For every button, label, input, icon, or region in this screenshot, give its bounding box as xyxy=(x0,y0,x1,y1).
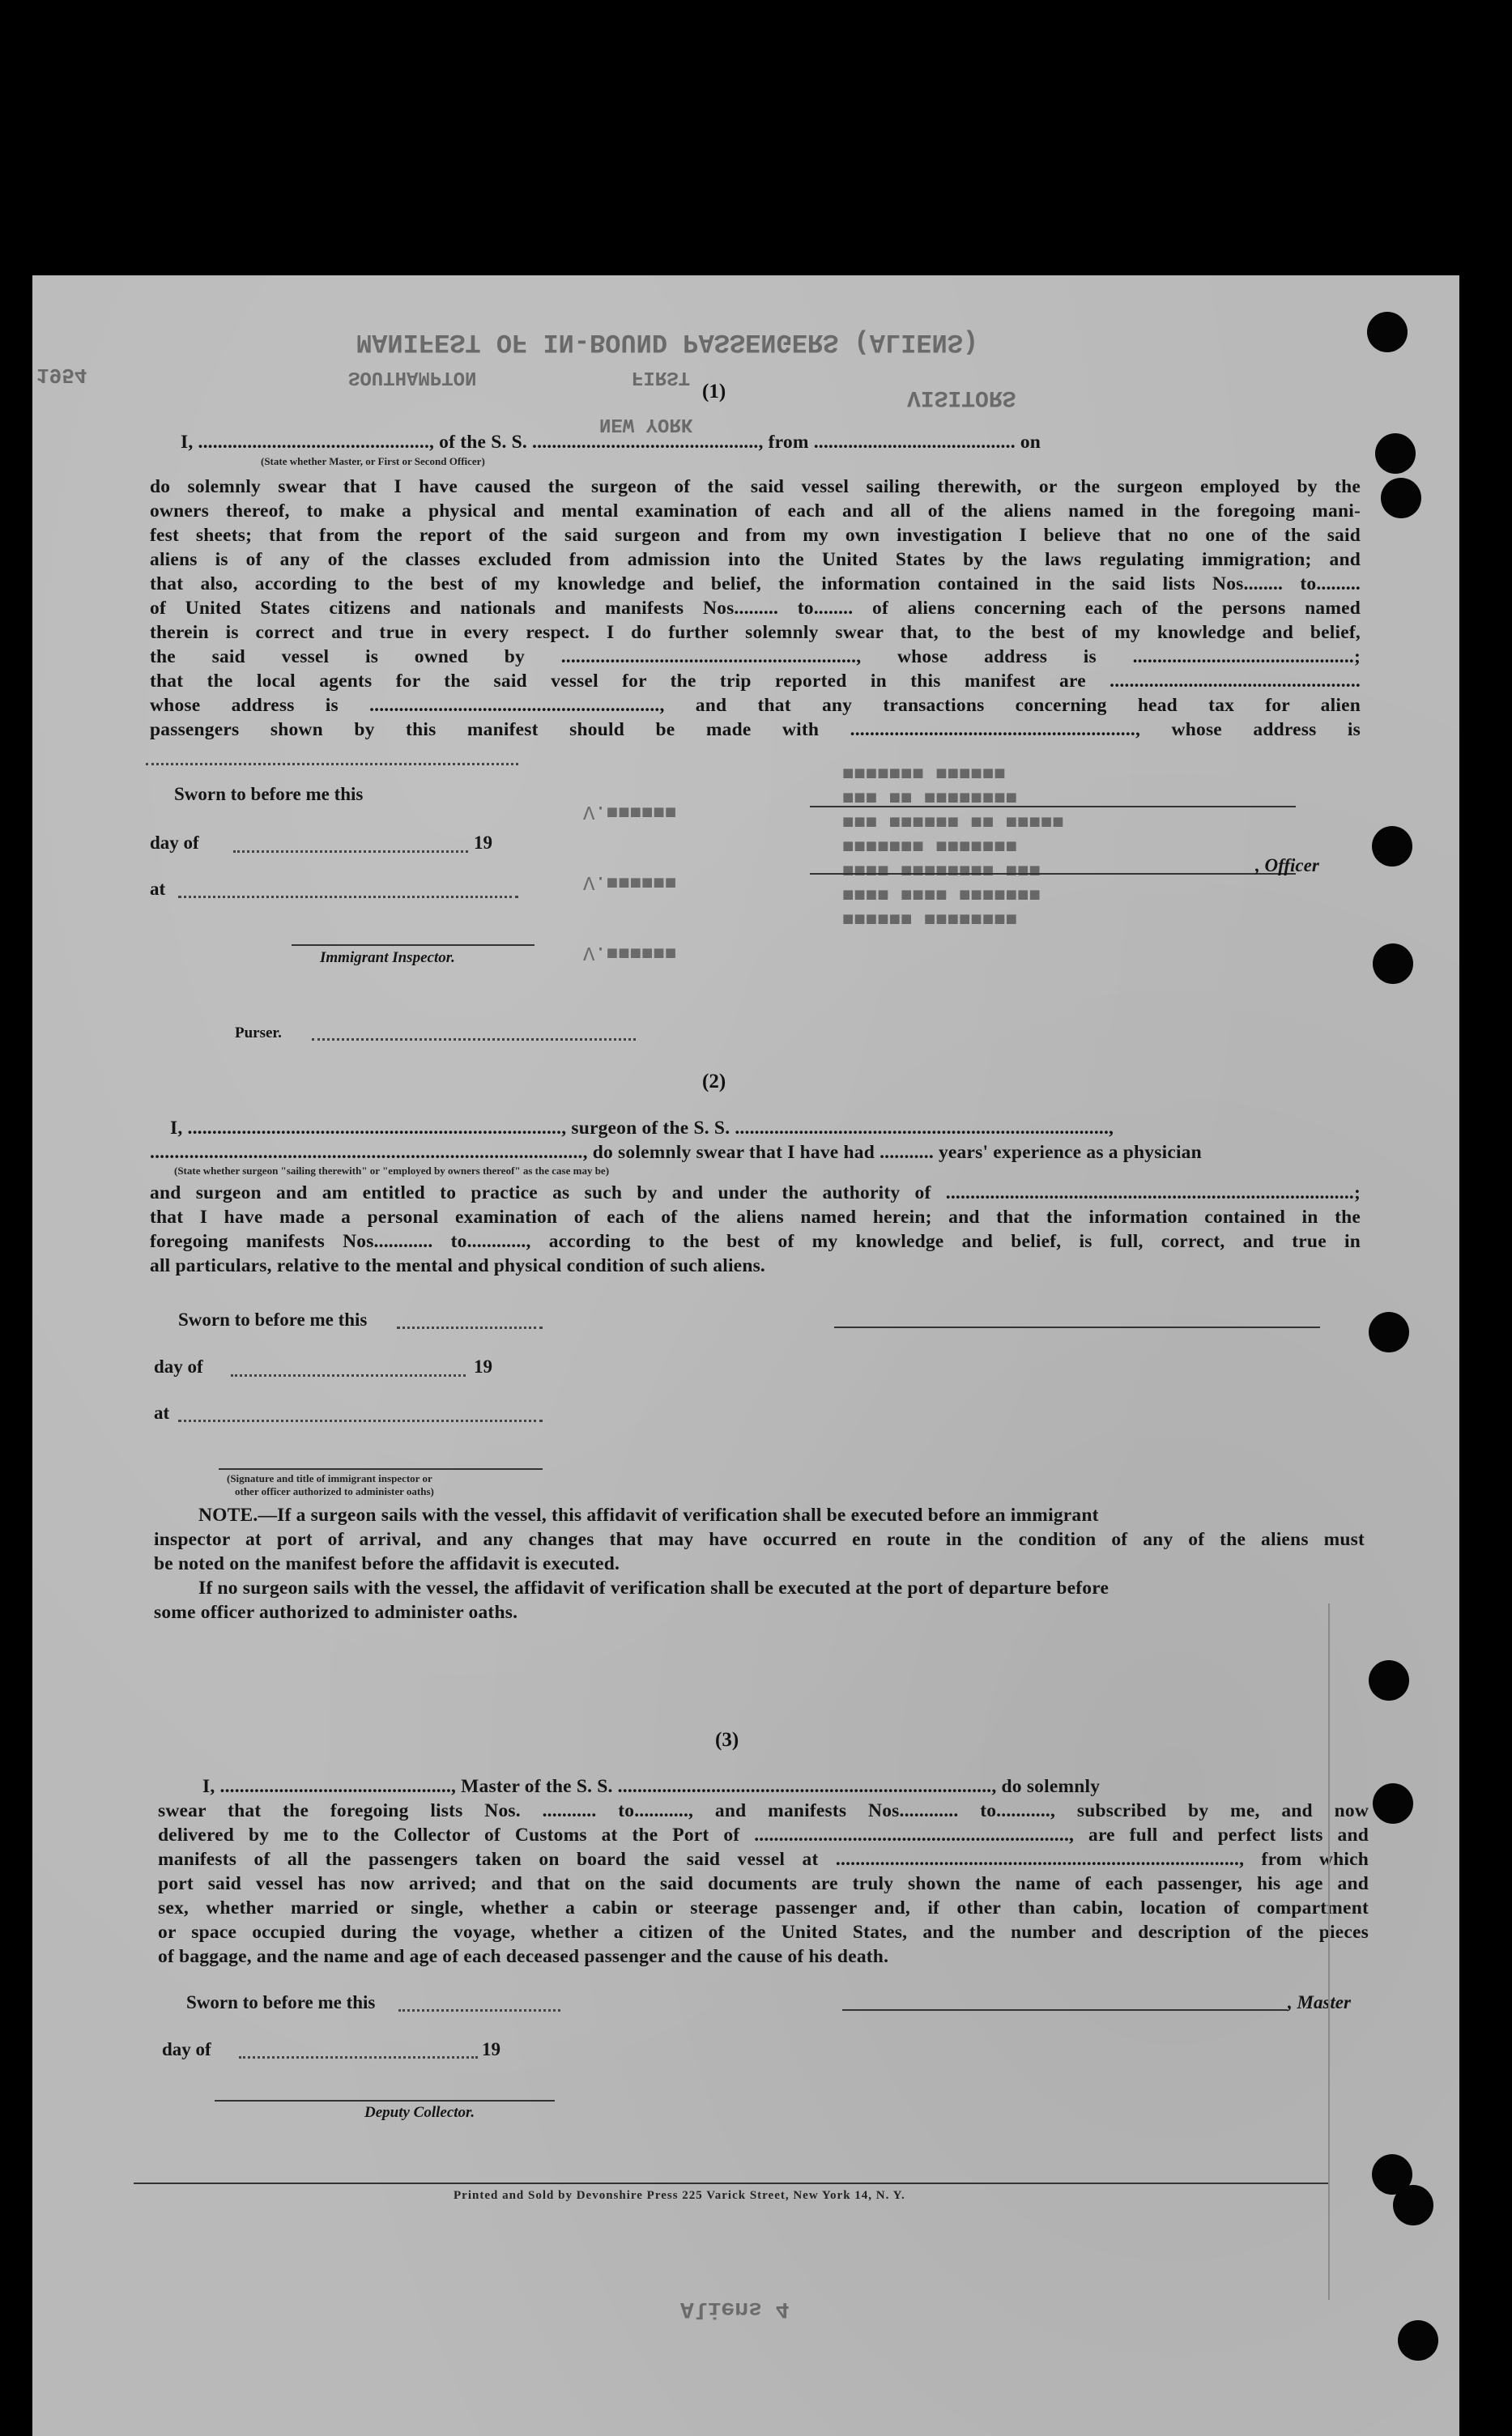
section-1-line: do solemnly swear that I have caused the surgeon of the said vessel sailing therewith, or the surgeon employed by the xyxy=(150,476,1361,497)
signature-note: other officer authorized to administer oaths) xyxy=(235,1485,434,1497)
date-field-line xyxy=(239,2056,478,2059)
inspector-label: Immigrant Inspector. xyxy=(320,949,455,966)
section-3-line: sex, whether married or single, whether a cabin or steerage passenger and, if other than cabin, location of compartment xyxy=(158,1897,1369,1919)
purser-line xyxy=(312,1038,636,1041)
year-label: 19 xyxy=(474,833,492,853)
at-label: at xyxy=(150,879,166,899)
sworn-label: Sworn to before me this xyxy=(178,1310,368,1330)
section-1-line: therein is correct and true in every respect. I do further solemnly swear that, to the best of my knowledge and belief, xyxy=(150,622,1361,643)
section-1-line: that also, according to the best of my knowledge and belief, the information contained in the said lists Nos........ to......... xyxy=(150,573,1361,594)
document-page xyxy=(32,275,1459,2436)
inspector-signature-line xyxy=(219,1468,543,1470)
bleed-through-year: 1954 xyxy=(36,363,87,387)
note-line: be noted on the manifest before the affidavit is executed. xyxy=(154,1553,620,1574)
officer-line-upper xyxy=(810,806,1296,807)
punch-hole xyxy=(1398,2320,1438,2361)
section-3-number: (3) xyxy=(715,1729,739,1751)
punch-hole xyxy=(1372,826,1412,867)
day-of-label: day of xyxy=(162,2039,211,2059)
section-2-number: (2) xyxy=(702,1071,726,1092)
section-2-line: all particulars, relative to the mental and physical condition of such aliens. xyxy=(150,1255,766,1276)
bleed-through-new-york: NEW YORK xyxy=(599,413,693,435)
day-of-label: day of xyxy=(150,833,199,853)
punch-hole xyxy=(1375,433,1416,474)
form-border xyxy=(1328,1603,1330,2300)
at-label: at xyxy=(154,1403,170,1423)
bleed-through-bottom: Aliens 4 xyxy=(680,2296,790,2321)
section-1-line: the said vessel is owned by ............................................................, whose address is .............................................; xyxy=(150,646,1361,667)
note-line: inspector at port of arrival, and any changes that may have occurred en route in the condition of any of the aliens must xyxy=(154,1529,1365,1550)
section-3-line: swear that the foregoing lists Nos. ........... to..........., and manifests Nos............ to..........., subscribed by me, and now xyxy=(158,1800,1369,1821)
bleed-code: V.■■■■■■ xyxy=(583,941,677,963)
bleed-typed-block: ■■■■■■ ■■■■■■■■ ■■■■ ■■■■ ■■■■■■■ ■■■■ ■■■■■■■■ ■■■ ■■■■■■■ ■■■■■■■ ■■■ ■■■■■■ ■■ ■■■■■ ■■■ ■■ ■■■■■■■■ ■■■■■■■ ■■■■■■ xyxy=(842,761,1064,929)
section-1-line: owners thereof, to make a physical and mental examination of each and all of the aliens named in the foregoing mani- xyxy=(150,500,1361,522)
section-2-line: foregoing manifests Nos............ to............, according to the best of my knowledge and belief, is full, correct, and true in xyxy=(150,1231,1361,1252)
bleed-through-southampton: SOUTHAMPTON xyxy=(348,366,477,388)
inspector-signature-line xyxy=(292,944,535,946)
section-3-line: of baggage, and the name and age of each deceased passenger and the cause of his death. xyxy=(158,1946,889,1967)
sworn-label: Sworn to before me this xyxy=(174,784,364,804)
section-2-line: and surgeon and am entitled to practice as such by and under the authority of ...................................................................................; xyxy=(150,1182,1361,1203)
bleed-through-first: FIRST xyxy=(632,366,691,388)
punch-hole xyxy=(1369,1312,1409,1352)
section-1-number: (1) xyxy=(702,381,726,402)
surgeon-signature-line xyxy=(834,1327,1320,1328)
section-3-line: delivered by me to the Collector of Customs at the Port of ................................................................, are full and perfect lists and xyxy=(158,1825,1369,1846)
bleed-through-visitors: VISITORS xyxy=(907,385,1016,410)
punch-hole xyxy=(1381,478,1421,518)
collector-label: Deputy Collector. xyxy=(364,2104,475,2121)
section-1-line: passengers shown by this manifest should be made with .........................................................., whose address is xyxy=(150,719,1361,740)
punch-hole xyxy=(1393,2185,1433,2225)
section-1-line: fest sheets; that from the report of the said surgeon and from my own investigation I believe that no one of the said xyxy=(150,525,1361,546)
section-1-state-note: (State whether Master, or First or Second Officer) xyxy=(261,455,485,467)
note-line: NOTE.—If a surgeon sails with the vessel, this affidavit of verification shall be executed before an immigrant xyxy=(198,1505,1099,1526)
section-3-line: or space occupied during the voyage, whether a citizen of the United States, and the number and description of the pieces xyxy=(158,1922,1369,1943)
section-1-line: that the local agents for the said vessel for the trip reported in this manifest are ................................................... xyxy=(150,671,1361,692)
officer-label: , Officer xyxy=(1255,855,1319,875)
year-label: 19 xyxy=(482,2039,500,2059)
collector-signature-line xyxy=(215,2100,555,2102)
signature-line xyxy=(146,763,518,765)
place-field-line xyxy=(178,896,518,898)
section-2-line: I, ............................................................................, surgeon of the S. S. ............................................................................, xyxy=(170,1118,1114,1139)
officer-signature-line xyxy=(810,873,1296,875)
place-field-line xyxy=(178,1420,543,1422)
year-label: 19 xyxy=(474,1356,492,1377)
bleed-through-header: MANIFEST OF IN-BOUND PASSENGERS (ALIENS) xyxy=(356,327,979,357)
punch-hole xyxy=(1373,943,1413,984)
section-3-line: manifests of all the passengers taken on board the said vessel at .................................................................................., from which xyxy=(158,1849,1369,1870)
footer-rule xyxy=(134,2183,1328,2184)
date-field-line xyxy=(231,1374,466,1377)
bleed-code: V.■■■■■■ xyxy=(583,871,677,892)
bleed-code: V.■■■■■■ xyxy=(583,800,677,822)
purser-label: Purser. xyxy=(235,1024,282,1041)
sworn-date-line xyxy=(398,2009,560,2012)
note-line: If no surgeon sails with the vessel, the affidavit of verification shall be executed at the port of departure before xyxy=(198,1578,1110,1599)
signature-note: (Signature and title of immigrant inspector or xyxy=(227,1472,432,1484)
section-1-line: of United States citizens and nationals and manifests Nos......... to........ of aliens concerning each of the persons named xyxy=(150,598,1361,619)
punch-hole xyxy=(1367,312,1408,352)
note-line: some officer authorized to administer oaths. xyxy=(154,1602,518,1623)
sworn-label: Sworn to before me this xyxy=(186,1992,376,2012)
master-label: , Master xyxy=(1288,1992,1351,2012)
section-3-line: I, ..............................................., Master of the S. S. ............................................................................, do solemnly xyxy=(202,1776,1101,1797)
punch-hole xyxy=(1369,1660,1409,1701)
master-signature-line xyxy=(842,2009,1288,2011)
punch-hole xyxy=(1373,1783,1413,1824)
section-2-line: ........................................................................................, do solemnly swear that I have had ........... years' experience as a physician xyxy=(150,1142,1202,1163)
section-2-line: that I have made a personal examination of each of the aliens named herein; and that the information contained in the xyxy=(150,1207,1361,1228)
day-of-label: day of xyxy=(154,1356,203,1377)
section-1-line: I, ..............................................., of the S. S. .............................................., from ......................................... on xyxy=(181,432,1041,453)
date-field-line xyxy=(233,850,468,853)
section-1-line: aliens is of any of the classes excluded from admission into the United States by the laws regulating immigration; and xyxy=(150,549,1361,570)
section-3-line: port said vessel has now arrived; and that on the said documents are truly shown the name of each passenger, his age and xyxy=(158,1873,1369,1894)
section-2-state-note: (State whether surgeon "sailing therewith" or "employed by owners thereof" as the case may be) xyxy=(174,1165,610,1177)
printer-footer: Printed and Sold by Devonshire Press 225 Varick Street, New York 14, N. Y. xyxy=(454,2189,905,2202)
sworn-date-line xyxy=(397,1327,543,1329)
section-1-line: whose address is ..........................................................., and that any transactions concerning head tax for alien xyxy=(150,695,1361,716)
